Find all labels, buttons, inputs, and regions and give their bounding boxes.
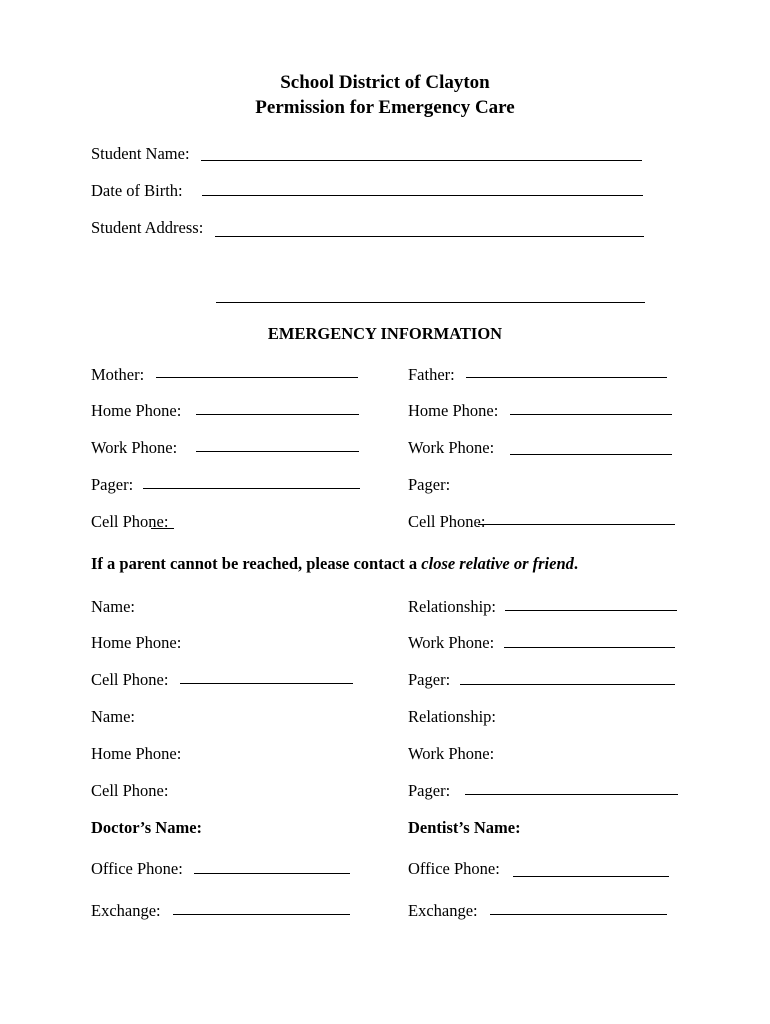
dob-field[interactable] xyxy=(202,195,643,196)
father-cell-phone-field[interactable] xyxy=(478,524,675,525)
contact1-work-phone-field[interactable] xyxy=(504,647,675,648)
doctor-name-label: Doctor’s Name: xyxy=(91,818,203,837)
contact1-cell-phone-label: Cell Phone: xyxy=(91,670,169,689)
student-address-label: Student Address: xyxy=(91,218,204,237)
mother-home-phone-field[interactable] xyxy=(196,414,359,415)
father-work-phone-label: Work Phone: xyxy=(408,438,495,457)
father-label: Father: xyxy=(408,365,455,384)
contact1-name-label: Name: xyxy=(91,597,135,616)
emergency-heading: EMERGENCY INFORMATION xyxy=(267,324,503,343)
contact2-cell-phone-label: Cell Phone: xyxy=(91,781,169,800)
doctor-office-phone-field[interactable] xyxy=(194,873,350,874)
doctor-exchange-field[interactable] xyxy=(173,914,350,915)
contact2-name-label: Name: xyxy=(91,707,135,726)
contact-notice-prefix: If a parent cannot be reached, please contact a xyxy=(91,554,422,573)
form-subtitle: Permission for Emergency Care xyxy=(255,97,515,118)
contact1-relationship-field[interactable] xyxy=(505,610,677,611)
mother-label: Mother: xyxy=(91,365,145,384)
mother-field[interactable] xyxy=(156,377,358,378)
dentist-exchange-label: Exchange: xyxy=(408,901,478,920)
form-title: School District of Clayton xyxy=(280,72,490,93)
contact-notice-suffix: . xyxy=(573,554,578,573)
mother-pager-field[interactable] xyxy=(143,488,360,489)
contact1-relationship-label: Relationship: xyxy=(408,597,496,616)
student-address-field-line2[interactable] xyxy=(216,302,645,303)
contact1-cell-phone-field[interactable] xyxy=(180,683,353,684)
contact2-work-phone-label: Work Phone: xyxy=(408,744,495,763)
father-work-phone-field[interactable] xyxy=(510,454,672,455)
father-pager-label: Pager: xyxy=(408,475,451,494)
contact1-work-phone-label: Work Phone: xyxy=(408,633,495,652)
student-address-field[interactable] xyxy=(215,236,644,237)
contact-notice xyxy=(91,554,578,574)
mother-work-phone-label: Work Phone: xyxy=(91,438,178,457)
doctor-exchange-label: Exchange: xyxy=(91,901,161,920)
dentist-office-phone-field[interactable] xyxy=(513,876,669,877)
mother-pager-label: Pager: xyxy=(91,475,134,494)
contact-notice-emphasis: close relative or friend xyxy=(421,554,574,573)
father-field[interactable] xyxy=(466,377,667,378)
contact1-pager-field[interactable] xyxy=(460,684,675,685)
doctor-office-phone-label: Office Phone: xyxy=(91,859,183,878)
contact1-home-phone-label: Home Phone: xyxy=(91,633,182,652)
mother-cell-phone-field[interactable] xyxy=(151,528,174,529)
contact2-home-phone-label: Home Phone: xyxy=(91,744,182,763)
student-name-label: Student Name: xyxy=(91,144,190,163)
father-cell-phone-label: Cell Phone: xyxy=(408,512,486,531)
mother-cell-phone-label: Cell Phone: xyxy=(91,512,169,531)
student-name-field[interactable] xyxy=(201,160,642,161)
contact1-pager-label: Pager: xyxy=(408,670,451,689)
contact2-relationship-label: Relationship: xyxy=(408,707,496,726)
dentist-office-phone-label: Office Phone: xyxy=(408,859,500,878)
father-home-phone-field[interactable] xyxy=(510,414,672,415)
dentist-exchange-field[interactable] xyxy=(490,914,667,915)
mother-work-phone-field[interactable] xyxy=(196,451,359,452)
contact2-pager-field[interactable] xyxy=(465,794,678,795)
father-home-phone-label: Home Phone: xyxy=(408,401,499,420)
dob-label: Date of Birth: xyxy=(91,181,183,200)
mother-home-phone-label: Home Phone: xyxy=(91,401,182,420)
dentist-name-label: Dentist’s Name: xyxy=(408,818,521,837)
contact2-pager-label: Pager: xyxy=(408,781,451,800)
